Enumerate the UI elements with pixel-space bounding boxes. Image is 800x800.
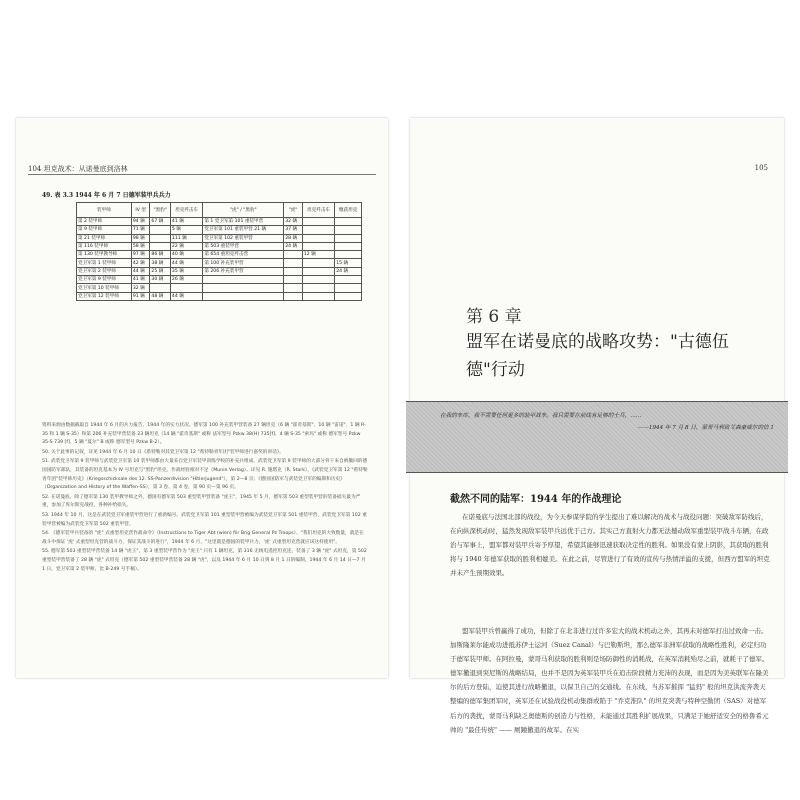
epigraph-source: ——1944 年 7 月 8 日，蒙哥马利致艾森豪威尔的信 1	[637, 425, 774, 431]
chapter-number: 第 6 章	[466, 307, 522, 327]
table-cell	[302, 267, 334, 275]
col-header: "虎" / "黑豹"	[203, 203, 284, 218]
table-row	[77, 267, 362, 275]
table-cell	[335, 251, 362, 259]
band-rule-bottom	[406, 472, 788, 473]
table-cell: 第 9 装甲师	[77, 226, 132, 234]
table-cell	[335, 284, 362, 292]
table-cell: 党卫军第 9 装甲师	[77, 276, 132, 284]
table-cell: 第 1 党卫军第 101 重装甲营	[203, 218, 284, 226]
footnote: 53. 1944 年 10 月，这是在武装党卫军重装甲营进行了重新编号。武装党卫军第 101 重型装甲营被编为武装党卫军第 501 重装甲营，武装党卫军第 102 重装甲营被编为武装党卫军第 502 重装甲营。	[42, 512, 367, 527]
table-row	[77, 234, 362, 242]
footnotes	[42, 422, 368, 575]
table-caption: 49. 表 3.3 1944 年 6 月 7 日德军装甲兵兵力	[42, 192, 171, 199]
table-cell: 24 辆	[284, 242, 303, 250]
body-paragraph: 在诺曼底与法国北部的战役，为今天参谋学院的学生提出了难以解决的战术与战役问题：突破敌军防线后，在向纵深机动时，猛然发现敌军装甲兵远优于己方。其实己方直射火力都无法撼动敌军重型装甲战斗车辆，在政治与军事上，盟军都对装甲兵寄予厚望，希望其能够迅速获取决定性的胜利。如果没有蒙上阴影，其获取的胜利将与 1940 年德军获取的胜利相媲美。在此之前，尽管进行了有效的宣传与热情洋溢的支援，但西方盟军的坦克并未产生预期效果。	[450, 513, 770, 578]
table-cell: 党卫军第 101 重装甲营 21 辆	[203, 226, 284, 234]
table-cell: 第 503 重装甲营	[203, 242, 284, 250]
table-cell	[335, 234, 362, 242]
col-header: 坦克歼击车	[302, 203, 334, 218]
footnote: 52. 在诺曼底，除了德军第 130 装甲教导师之外，德国有德军第 503 重型装甲营装备 "虎王"，1945 年 5 月，德军第 503 重型装甲营的装备损失最为严重，参加了库尔斯克战役，各种补给损失。	[42, 494, 361, 509]
table-cell: 91 辆	[131, 292, 150, 300]
table-cell	[203, 284, 284, 292]
col-header: IV 型	[131, 203, 150, 218]
table-row	[77, 259, 362, 267]
table-cell: 第 130 装甲教导师	[77, 251, 132, 259]
table-cell	[335, 226, 362, 234]
table-cell: 38 辆	[150, 259, 170, 267]
table-cell	[335, 242, 362, 250]
table-cell: 党卫军第 2 装甲师	[77, 267, 132, 275]
table-cell: 22 辆	[170, 242, 202, 250]
table-cell	[150, 234, 170, 242]
table-cell: 25 辆	[150, 267, 170, 275]
table-cell	[302, 242, 334, 250]
col-header: 坦克歼击车	[170, 203, 202, 218]
table-row	[77, 292, 362, 300]
table-cell	[302, 234, 334, 242]
table-cell: 94 辆	[131, 218, 150, 226]
table-cell: 98 辆	[131, 234, 150, 242]
page-number: 105	[754, 164, 768, 172]
footnote: 50. 关于此事的记叙，详见 1944 年 6 月 10 日《希特勒对其党卫军第 12 "希特勒青年团"装甲师进行嘉奖的讲话》。	[42, 449, 284, 455]
footnote: 54. 《德军装甲兵装备的 "虎" 式重型坦克营作战命令》（Instructions to Tiger Abt (wien) fiir Brig General Pz Troops）、"我们坦克的大致数量，就是在战斗中保证 '虎' 式重型坦克营的战斗力、保证其战斗的进行"，1944 年 6 月，"这里就是德国的装甲兵力，'虎' 式重型坦克营就应该这样使用"。	[42, 531, 364, 545]
table-cell: 44 辆	[170, 259, 202, 267]
table-cell: 32 辆	[131, 284, 150, 292]
table-cell: 第 2 装甲师	[77, 218, 132, 226]
table-cell	[284, 267, 303, 275]
table-cell	[302, 276, 334, 284]
table-cell	[302, 218, 334, 226]
table-cell: 67 辆	[150, 218, 170, 226]
table-cell: 党卫军第 10 装甲师	[77, 284, 132, 292]
table-row	[77, 242, 362, 250]
table-cell: 26 辆	[170, 276, 202, 284]
epigraph-text: 在我的车库，我不需要任何更多的装甲战车。我只需要在前线有足够的士兵，……	[440, 413, 642, 419]
table-cell: 48 辆	[150, 292, 170, 300]
table-cell: 党卫军第 12 装甲师	[77, 292, 132, 300]
table-cell: 111 辆	[170, 234, 202, 242]
table-cell: 24 辆	[335, 267, 362, 275]
table-cell	[335, 292, 362, 300]
header-rule	[28, 174, 376, 175]
table-cell	[150, 226, 170, 234]
table-cell: 党卫军第 1 装甲师	[77, 259, 132, 267]
col-header: 装甲师	[77, 203, 132, 218]
table-cell: 12 辆	[302, 251, 334, 259]
running-header-left: 104 坦克战术：从诺曼底到洛林	[28, 165, 128, 173]
table-cell	[150, 242, 170, 250]
table-row	[77, 226, 362, 234]
table-cell: 37 辆	[284, 226, 303, 234]
table-row	[77, 251, 362, 259]
table-cell	[284, 284, 303, 292]
left-page	[16, 118, 388, 678]
table-cell: 41 辆	[131, 276, 150, 284]
table-cell: 第 206 补充装甲营	[203, 267, 284, 275]
table-cell: 41 辆	[170, 218, 202, 226]
chapter-title: 盟军在诺曼底的战略攻势："古德伍德"行动	[466, 332, 729, 380]
table-cell	[284, 292, 303, 300]
table-cell	[302, 292, 334, 300]
table-cell	[335, 276, 362, 284]
col-header: "黑豹"	[150, 203, 170, 218]
table-cell	[302, 226, 334, 234]
section-title: 截然不同的陆军：1944 年的作战理论	[450, 494, 622, 505]
table-cell: 第 654 重坦克歼击营	[203, 251, 284, 259]
table-cell: 28 辆	[284, 234, 303, 242]
strength-table	[76, 202, 362, 301]
table-cell	[335, 218, 362, 226]
footnote: 51. 武装党卫军第 9 装甲师与武装党卫军第 10 装甲师都由大量来自党卫军装甲训练学校的补充兵组成。武装党卫军第 9 装甲师的大部分骨干来自被撤回的德国国防军部队，其装备的坦克基本为 IV 号坦克与"黑豹"坦克，作战经验相对不足（Munin Verlag）。详见 R. 施塔克（R. Stark），《武装党卫军第 12 "希特勒青年团"装甲师历史》（Kriegsschicksale des 12. SS-Panzerdivision "Hitlerjugend"），第 2—8 页；《德国国防军与武装党卫军的编制和历史》（Organization and History of the Waffen-SS），第 3 卷、第 4 卷，第 90 页—第 96 页。	[42, 459, 368, 491]
table-cell: 32 辆	[284, 218, 303, 226]
col-header: 缴获坦克	[335, 203, 362, 218]
table-cell: 40 辆	[170, 251, 202, 259]
table-cell: 第 100 补充装甲营	[203, 259, 284, 267]
table-cell	[302, 259, 334, 267]
table-cell: 71 辆	[131, 226, 150, 234]
table-row	[77, 276, 362, 284]
table-cell: 第 21 装甲师	[77, 234, 132, 242]
table-cell	[170, 284, 202, 292]
right-page	[410, 118, 784, 734]
table-header-row	[77, 203, 362, 218]
table-cell: 44 辆	[170, 292, 202, 300]
table-cell	[284, 276, 303, 284]
table-cell: 58 辆	[131, 242, 150, 250]
table-cell: 5 辆	[170, 226, 202, 234]
table-cell	[203, 276, 284, 284]
table-row	[77, 218, 362, 226]
table-cell: 30 辆	[150, 276, 170, 284]
body-paragraph: 盟军装甲兵曾赢得了成功，但除了在北非进行过许多宏大的战术机动之外，其再未对德军打出过致命一击。加斯隆莱尔能成功进抵苏伊士运河（Suez Canal）与巴勒斯坦，那么德军非洲军获取的战略性胜利，必定归功于德军装甲师。在阿拉曼，蒙哥马利获取的胜利则是场防御性的消耗战，在英军消耗殆尽之前，就耗干了德军。德军撤退到突尼斯的战略结局，也并不是因为英军装甲兵在追击阶段精力充沛的表现，而是因为美英联军在隆美尔的后方登陆，迫使其进行战略撤退，以保卫自己的交通线。在东线，当苏军摧挥 "猛犸" 般的坦克洪流奔袭天整编的德军集团军时，英军还在试验战役机动集群或陷于 "乔克淮队" 的坦克突袭与特种空勤团（SAS）对德军后方的袭扰，蒙哥马利缺乏奥德斯的创造力与性格，未能通过其胜利扩展战果，只满足于她舒适安全的格鲁希元帅的 "最佳传统" —— 厕踵撤退的故军。在实	[450, 627, 769, 734]
col-header: "虎"	[284, 203, 303, 218]
table-cell: 15 辆	[335, 259, 362, 267]
table-cell: 党卫军第 102 重装甲营	[203, 234, 284, 242]
epigraph-band	[406, 401, 788, 473]
table-cell	[284, 251, 303, 259]
table-cell	[150, 284, 170, 292]
table-cell	[284, 259, 303, 267]
table-cell: 第 116 装甲师	[77, 242, 132, 250]
table-cell	[203, 292, 284, 300]
table-cell: 35 辆	[170, 267, 202, 275]
table-cell: 44 辆	[131, 267, 150, 275]
table-cell	[302, 284, 334, 292]
epigraph	[440, 411, 774, 433]
footnote: 资料来源由数据截取自 1944 年 6 月的兵力报告，1944 年的实力状况。德军第 100 补充装甲营装备 27 辆坦克（6 辆 "霍奇基斯"、10 辆 "雷诺"、1 辆 R-35 和 1 辆 S-35）和第 206 补充装甲营装备 23 辆坦克（14 辆 "霍奇基斯" 或称 法军型号 Pzkw 38(H) 735[f]、4 辆 S-35 "索玛" 或称 德军型号 Pzkw 35-S 739 [f]、5 辆 "夏尔" B 或称 德军型号 Pzkw B-2）。	[42, 423, 366, 446]
table-cell: 86 辆	[150, 251, 170, 259]
band-rule-top	[406, 401, 788, 402]
table-cell: 42 辆	[131, 259, 150, 267]
table-cell: 97 辆	[131, 251, 150, 259]
table-row	[77, 284, 362, 292]
footnote: 55. 德军第 503 重型装甲营装备 14 辆 "虎王"，第 3 重型装甲营作为 "虎王" 只有 1 辆坦克，第 316 无线电遥控坦克连，装备了 3 辆 "虎" 式坦克，第 502 重型装甲营装备了 28 辆 "虎" 式坦克（德军第 502 重型装甲营装备 28 辆 "虎"，以及 1944 年 6 月 10 日到 8 月 1 日的编制，1944 年 6 月 14 日—7 月 1 日，党卫军第 2 装甲师，比 B-249 号手稿）。	[42, 549, 367, 572]
